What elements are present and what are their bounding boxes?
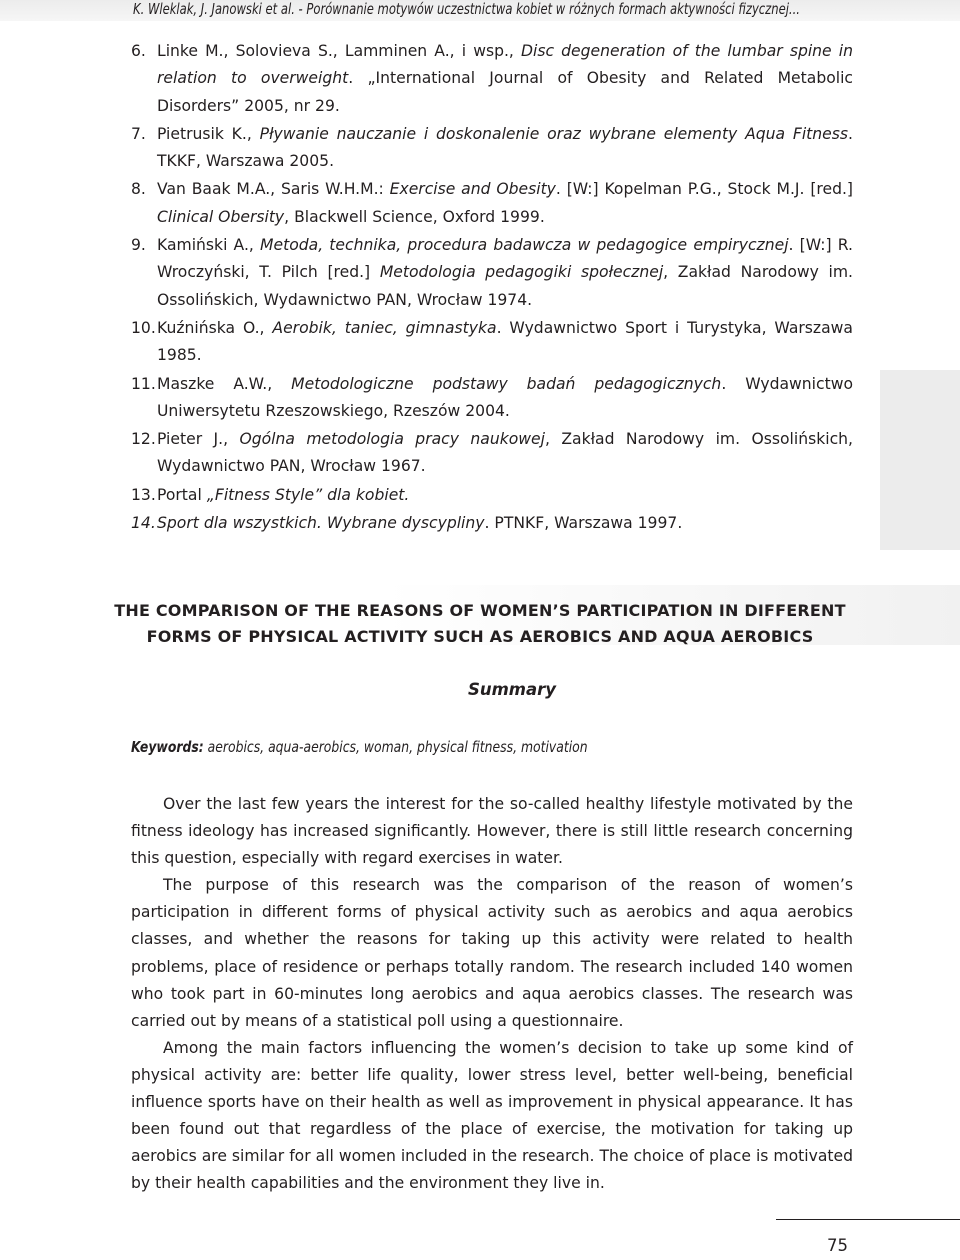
- reference-title: Pływanie nauczanie i doskonalenie oraz wybrane elementy Aqua Fitness: [259, 124, 849, 143]
- reference-number: 14.: [131, 514, 156, 533]
- reference-number: 11.: [131, 374, 156, 393]
- reference-number: 6.: [131, 42, 146, 60]
- keywords-line: [131, 738, 588, 756]
- reference-text: Pieter J.,: [157, 430, 240, 449]
- reference-text: Van Baak M.A., Saris W.H.M.:: [157, 180, 390, 199]
- reference-text: Maszke A.W.,: [157, 374, 292, 393]
- summary-paragraph: Among the main factors influencing the women’s decision to take up some kind of physical activity are: better life quality, lower stress level, better well-being, beneficial influence sports have on their health as well as improvement in physical appearance. It has been found out that regardless of the place of exercise, the motivation for taking up aerobics are similar for all women included in the research. The choice of place is motivated by their health capabilities and the environment they live in.: [131, 1038, 853, 1193]
- title-line-2: FORMS OF PHYSICAL ACTIVITY SUCH AS AEROBICS AND AQUA AEROBICS: [146, 627, 814, 646]
- footer-rule: [776, 1219, 960, 1220]
- reference-title: Metodologia pedagogiki społecznej: [379, 263, 664, 282]
- reference-text: . Wydawnictwo Uniwersytetu Rzeszowskiego, Rzeszów 2004.: [157, 374, 854, 420]
- reference-text: , Zakład Narodowy im. Ossolińskich, Wydawnictwo PAN, Wrocław 1967.: [157, 430, 853, 476]
- article-title: [80, 598, 880, 650]
- reference-text: Linke M., Solovieva S., Lamminen A., i wsp.,: [157, 42, 521, 60]
- reference-title: Metoda, technika, procedura badawcza w pedagogice empirycznej: [260, 236, 789, 255]
- summary-heading-text: Summary: [467, 680, 557, 699]
- reference-number: 12.: [131, 430, 156, 449]
- reference-title: Disc degeneration of the lumbar spine in relation to overweight: [157, 42, 853, 88]
- keywords-label: Keywords:: [131, 738, 204, 756]
- reference-text: . PTNKF, Warszawa 1997.: [484, 514, 683, 533]
- reference-title: Ogólna metodologia pracy naukowej: [239, 430, 545, 449]
- reference-item: [131, 371, 853, 426]
- running-header-bar: [0, 0, 960, 21]
- margin-shade: [880, 370, 960, 550]
- reference-item: [131, 315, 853, 370]
- reference-item: [131, 38, 853, 120]
- reference-item: [131, 176, 853, 231]
- reference-list: [131, 38, 853, 538]
- title-line-1: THE COMPARISON OF THE REASONS OF WOMEN’S PARTICIPATION IN DIFFERENT: [114, 601, 846, 620]
- reference-number: 7.: [131, 124, 146, 143]
- reference-item: [131, 482, 853, 509]
- summary-heading: [0, 680, 960, 699]
- reference-number: 9.: [131, 236, 146, 255]
- reference-text: . [W:] Kopelman P.G., Stock M.J. [red.]: [555, 180, 854, 199]
- reference-number: 8.: [131, 180, 146, 199]
- reference-title: Aerobik, taniec, gimnastyka: [272, 318, 497, 337]
- reference-number: 13.: [131, 485, 156, 504]
- reference-text: , Zakład Narodowy im. Ossolińskich, Wydawnictwo PAN, Wrocław 1974.: [157, 263, 854, 309]
- reference-text: . [W:] R. Wroczyński, T. Pilch [red.]: [157, 236, 853, 282]
- reference-text: . „International Journal of Obesity and Related Metabolic Disorders” 2005, nr 29.: [157, 69, 853, 115]
- reference-text: . Wydawnictwo Sport i Turystyka, Warszawa 1985.: [157, 318, 853, 365]
- reference-title: Metodologiczne podstawy badań pedagogicznych: [291, 374, 722, 393]
- reference-item: [131, 232, 853, 314]
- summary-paragraph: The purpose of this research was the comparison of the reason of women’s participation in different forms of physical activity such as aerobics and aqua aerobics classes, and whether the reasons for taking up this activity were related to health problems, place of residence or perhaps totally random. The research included 140 women who took part in 60-minutes long aerobics and aqua aerobics classes. The research was carried out by means of a statistical poll using a questionnaire.: [131, 876, 853, 1030]
- reference-text: Portal: [157, 485, 207, 504]
- reference-title: „Fitness Style” dla kobiet.: [206, 485, 410, 504]
- page-number: 75: [827, 1236, 848, 1255]
- running-header: K. Wleklak, J. Janowski et al. - Porównanie motywów uczestnictwa kobiet w różnych formach aktywności fizycznej...: [133, 0, 800, 18]
- reference-item: [131, 510, 853, 537]
- summary-paragraph: Over the last few years the interest for the so-called healthy lifestyle motivated by the fitness ideology has increased significantly. However, there is still little research concerning this question, especially with regard exercises in water.: [131, 795, 853, 868]
- reference-item: [131, 121, 853, 176]
- summary-body: [131, 791, 853, 1197]
- reference-text: Pietrusik K.,: [157, 124, 260, 143]
- reference-title: Clinical Obersity: [157, 207, 285, 226]
- reference-title: Exercise and Obesity: [389, 180, 556, 199]
- reference-text: Kamiński A.,: [157, 236, 261, 255]
- keywords-list: aerobics, aqua-aerobics, woman, physical fitness, motivation: [203, 738, 588, 756]
- reference-text: Kuźnińska O.,: [157, 318, 273, 337]
- reference-text: , Blackwell Science, Oxford 1999.: [284, 207, 545, 226]
- reference-text: . TKKF, Warszawa 2005.: [157, 124, 853, 171]
- reference-title: Sport dla wszystkich. Wybrane dyscypliny: [157, 514, 485, 533]
- reference-item: [131, 426, 853, 481]
- reference-number: 10.: [131, 318, 156, 337]
